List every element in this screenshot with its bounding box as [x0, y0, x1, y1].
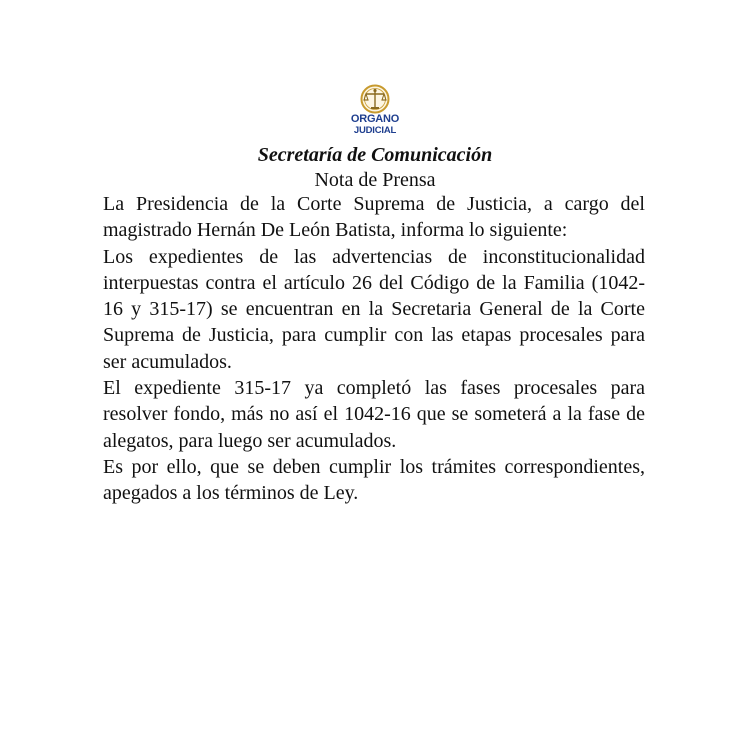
document-subheading: Nota de Prensa	[314, 169, 436, 191]
paragraph: Los expedientes de las advertencias de inconstitucionalidad interpuestas contra el artículo 26 del Código de la Familia (1042-16 y 315-17) se encuentran en la Secretaria General de la Corte Suprema de Justicia, para cumplir con las etapas procesales para ser acumulados.	[103, 245, 645, 373]
paragraph: La Presidencia de la Corte Suprema de Justicia, a cargo del magistrado Hernán De León Batista, informa lo siguiente:	[103, 193, 645, 242]
logo-text-line1: ORGANO	[350, 113, 400, 125]
paragraph: El expediente 315-17 ya completó las fases procesales para resolver fondo, más no así el 1042-16 que se someterá a la fase de alegatos, para luego ser acumulados.	[103, 377, 645, 452]
logo-text-line2: JUDICIAL	[353, 125, 397, 136]
organo-judicial-logo	[347, 84, 403, 142]
document-heading: Secretaría de Comunicación	[257, 144, 493, 166]
paragraph: Es por ello, que se deben cumplir los trámites correspondientes, apegados a los términos de Ley.	[103, 455, 645, 505]
scales-of-justice-seal-icon	[347, 84, 403, 114]
press-release-body	[103, 191, 645, 507]
